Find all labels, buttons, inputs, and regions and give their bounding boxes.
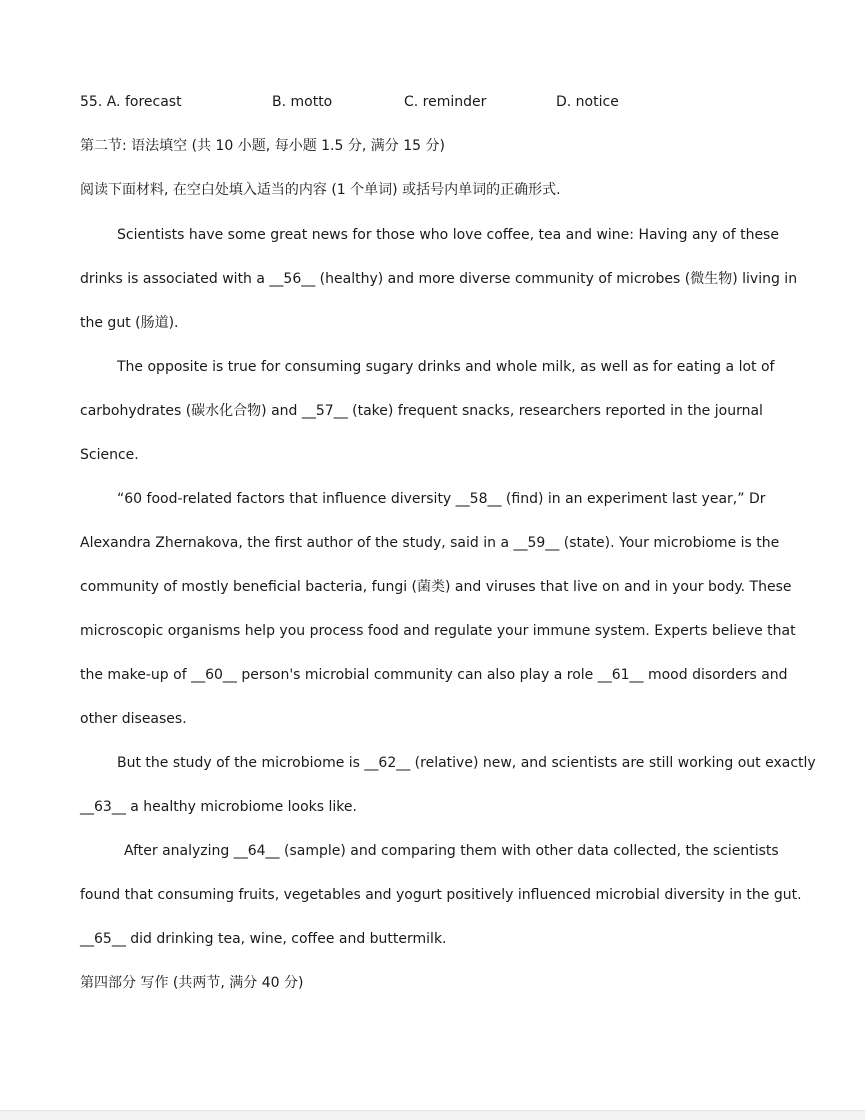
passage-line: The opposite is true for consuming sugary drinks and whole milk, as well as for eating a lot of xyxy=(117,359,775,375)
passage-line: Scientists have some great news for those who love coffee, tea and wine: Having any of these xyxy=(117,227,779,243)
passage-line: microscopic organisms help you process food and regulate your immune system. Experts believe that xyxy=(80,623,796,639)
part-4-title: 第四部分 写作 (共两节, 满分 40 分) xyxy=(80,975,304,991)
option-c: C. reminder xyxy=(404,94,487,110)
passage-line: other diseases. xyxy=(80,711,187,727)
instructions: 阅读下面材料, 在空白处填入适当的内容 (1 个单词) 或括号内单词的正确形式. xyxy=(80,182,561,198)
section-2-title: 第二节: 语法填空 (共 10 小题, 每小题 1.5 分, 满分 15 分) xyxy=(80,138,445,154)
option-a: 55. A. forecast xyxy=(80,94,182,110)
passage-line: But the study of the microbiome is __62__ (relative) new, and scientists are still working out exactly xyxy=(117,755,816,771)
passage-line: Alexandra Zhernakova, the first author of the study, said in a __59__ (state). Your microbiome is the xyxy=(80,535,780,551)
passage-line: After analyzing __64__ (sample) and comparing them with other data collected, the scientists xyxy=(124,843,779,859)
passage-line: Science. xyxy=(80,447,139,463)
option-b: B. motto xyxy=(272,94,333,110)
passage-line: community of mostly beneficial bacteria, fungi (菌类) and viruses that live on and in your body. These xyxy=(80,579,792,595)
option-d: D. notice xyxy=(556,94,619,110)
passage-line: __63__ a healthy microbiome looks like. xyxy=(80,799,357,815)
passage-line: carbohydrates (碳水化合物) and __57__ (take) frequent snacks, researchers reported in the journal xyxy=(80,403,763,419)
passage-line: __65__ did drinking tea, wine, coffee and buttermilk. xyxy=(80,931,447,947)
passage-line: found that consuming fruits, vegetables and yogurt positively influenced microbial diversity in the gut. xyxy=(80,887,802,903)
passage-line: “60 food-related factors that influence diversity __58__ (find) in an experiment last year,” Dr xyxy=(117,491,766,507)
passage-line: the gut (肠道). xyxy=(80,315,179,331)
passage-line: the make-up of __60__ person's microbial community can also play a role __61__ mood disorders and xyxy=(80,667,788,683)
passage-line: drinks is associated with a __56__ (healthy) and more diverse community of microbes (微生物) living in xyxy=(80,271,798,287)
